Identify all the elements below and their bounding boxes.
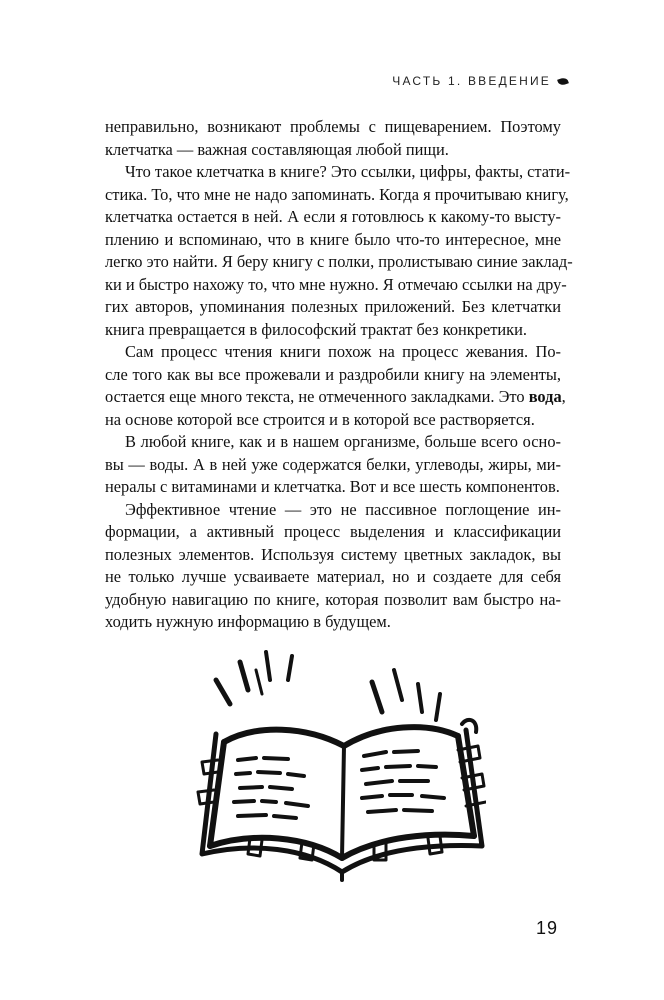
open-book-with-bookmarks-icon — [196, 650, 486, 890]
text-line: Сам процесс чтения книги похож на процесс жевания. По- — [125, 342, 561, 361]
running-head-title: ЧАСТЬ 1. ВВЕДЕНИЕ — [392, 74, 551, 88]
text-line: полезных элементов. Используя систему цветных закладок, вы — [105, 544, 561, 564]
text-line: легко это найти. Я беру книгу с полки, пролистываю синие заклад- — [105, 252, 573, 271]
text-line: сле того как вы все прожевали и раздробили книгу на элементы, — [105, 364, 561, 384]
text-line: гих авторов, упоминания полезных приложений. Без клетчатки — [105, 297, 561, 316]
page-number: 19 — [535, 918, 558, 938]
text-line: удобную навигацию по книге, которая позволит вам быстро на- — [105, 589, 561, 609]
text-line: ходить нужную информацию в будущем. — [105, 612, 391, 631]
text-fragment: остается еще много текста, не отмеченного закладками. Это — [105, 387, 525, 406]
text-line: не только лучше усваиваете материал, но и создаете для себя — [105, 567, 561, 586]
text-line: плению и вспоминаю, что в книге было что-то интересное, мне — [105, 229, 561, 249]
text-line: клетчатка — важная составляющая любой пищи. — [105, 139, 449, 159]
book-illustration-svg — [196, 650, 486, 890]
text-line: стика. То, что мне не надо запоминать. Когда я прочитываю книгу, — [105, 184, 569, 204]
text-line: книга превращается в философский трактат без конкретики. — [105, 319, 528, 339]
text-line: формации, а активный процесс выделения и классификации — [105, 522, 561, 541]
text-line: ки и быстро нахожу то, что мне нужно. Я отмечаю ссылки на дру- — [105, 274, 567, 294]
text-line: вы — воды. А в ней уже содержатся белки, углеводы, жиры, ми- — [105, 454, 561, 474]
text-line: клетчатка остается в ней. А если я готовлюсь к какому-то высту- — [105, 207, 561, 226]
text-line: на основе которой все строится и в которой все растворяется. — [105, 409, 535, 429]
text-line: неправильно, возникают проблемы с пищеварением. Поэтому — [105, 117, 561, 136]
running-head — [392, 74, 568, 88]
bold-term: вода — [528, 387, 562, 406]
text-line: нералы с витаминами и клетчатка. Вот и все шесть компонентов. — [105, 477, 560, 496]
leaf-ornament-icon — [557, 76, 569, 86]
body-text — [105, 116, 573, 634]
text-line: В любой книге, как и в нашем организме, больше всего осно- — [125, 432, 561, 451]
text-line: Что такое клетчатка в книге? Это ссылки, цифры, факты, стати- — [125, 162, 571, 181]
text-fragment: , — [561, 387, 566, 406]
text-line: Эффективное чтение — это не пассивное поглощение ин- — [125, 499, 561, 519]
text-line — [105, 386, 566, 409]
